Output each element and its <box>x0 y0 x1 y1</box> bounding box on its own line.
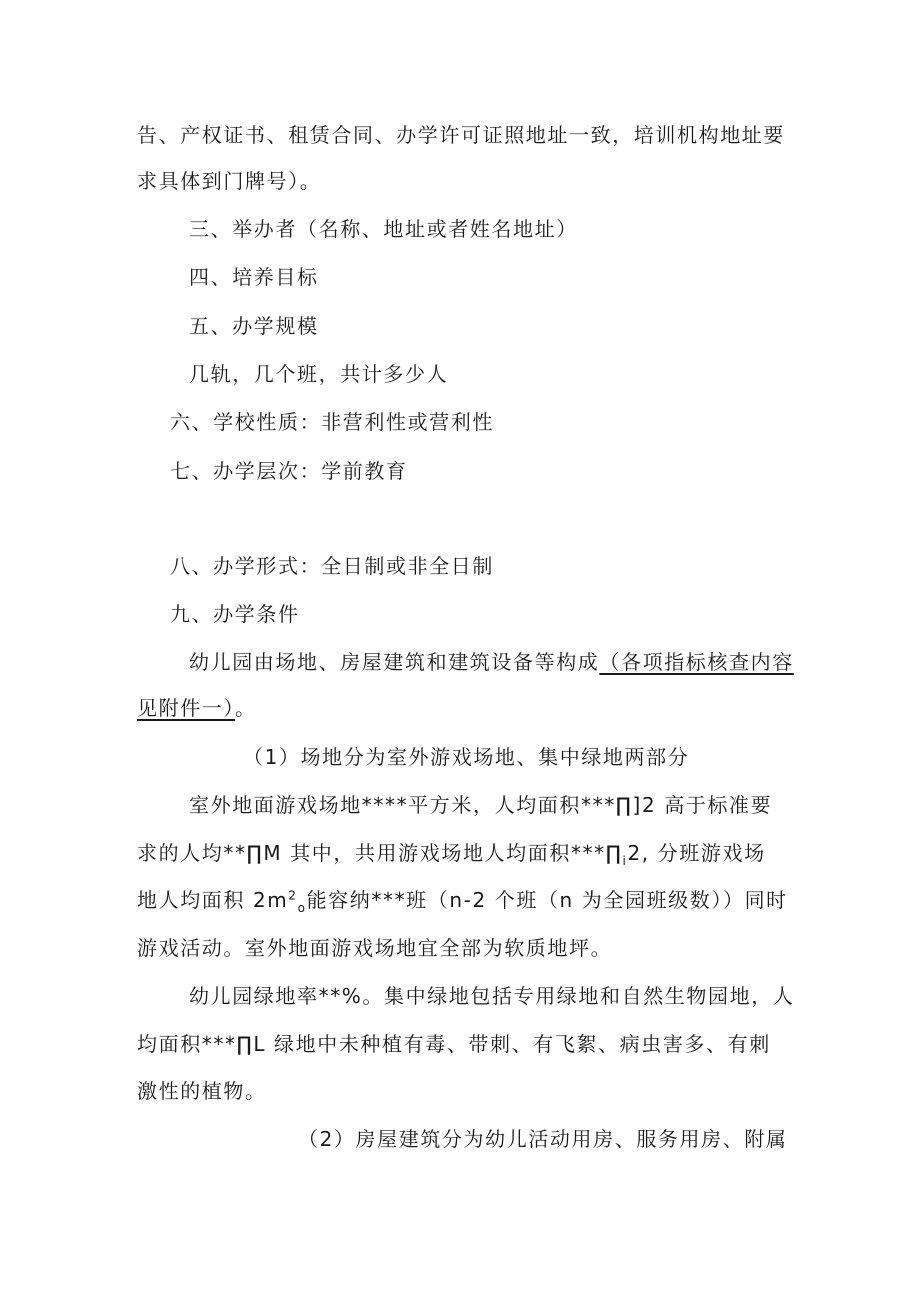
paragraph-line <box>137 695 257 721</box>
section-heading: 五、办学规模 <box>189 314 319 338</box>
section-heading: 八、办学形式：全日制或非全日制 <box>170 554 494 578</box>
section-heading: 七、办学层次：学前教育 <box>170 459 408 483</box>
paragraph-line: 激性的植物。 <box>137 1079 267 1103</box>
paragraph-line: 幼儿园绿地率**%。集中绿地包括专用绿地和自然生物园地，人 <box>189 984 795 1008</box>
paragraph-line: 几轨，几个班，共计多少人 <box>189 362 449 386</box>
text-run: 求的人均**∏M 其中，共用游戏场地人均面积***∏ <box>137 841 623 865</box>
section-heading: 三、举办者（名称、地址或者姓名地址） <box>189 217 578 241</box>
paragraph-line <box>137 840 766 866</box>
text-run: 。 <box>235 696 257 720</box>
subscript: o <box>297 901 307 915</box>
paragraph-line: 室外地面游戏场地****平方米，人均面积***∏]2 高于标准要 <box>189 793 773 817</box>
paragraph-line: 告、产权证书、租赁合同、办学许可证照地址一致，培训机构地址要 <box>137 123 785 147</box>
subsection-heading: （2）房屋建筑分为幼儿活动用房、服务用房、附属 <box>298 1127 788 1151</box>
subscript: i <box>622 854 628 868</box>
underlined-reference: （各项指标核查内容 <box>599 650 794 674</box>
paragraph-line: 游戏活动。室外地面游戏场地宜全部为软质地坪。 <box>137 936 613 960</box>
text-run: 地人均面积 2m <box>137 888 289 912</box>
section-heading: 六、学校性质：非营利性或营利性 <box>170 410 494 434</box>
section-heading: 四、培养目标 <box>189 265 319 289</box>
paragraph-line <box>189 649 794 675</box>
text-run: 幼儿园由场地、房屋建筑和建筑设备等构成 <box>189 650 600 674</box>
text-run: 能容纳***班（n-2 个班（n 为全园班级数））同时 <box>306 888 788 912</box>
subsection-heading: （1）场地分为室外游戏场地、集中绿地两部分 <box>243 745 690 769</box>
text-run: 2, 分班游戏场 <box>627 841 766 865</box>
paragraph-line <box>137 887 788 913</box>
paragraph-line: 均面积***∏L 绿地中未种植有毒、带刺、有飞絮、病虫害多、有刺 <box>137 1032 771 1056</box>
section-heading: 九、办学条件 <box>170 602 300 626</box>
paragraph-line: 求具体到门牌号）。 <box>137 169 322 193</box>
underlined-reference: 见附件一） <box>137 696 235 720</box>
superscript: 2 <box>288 888 298 903</box>
